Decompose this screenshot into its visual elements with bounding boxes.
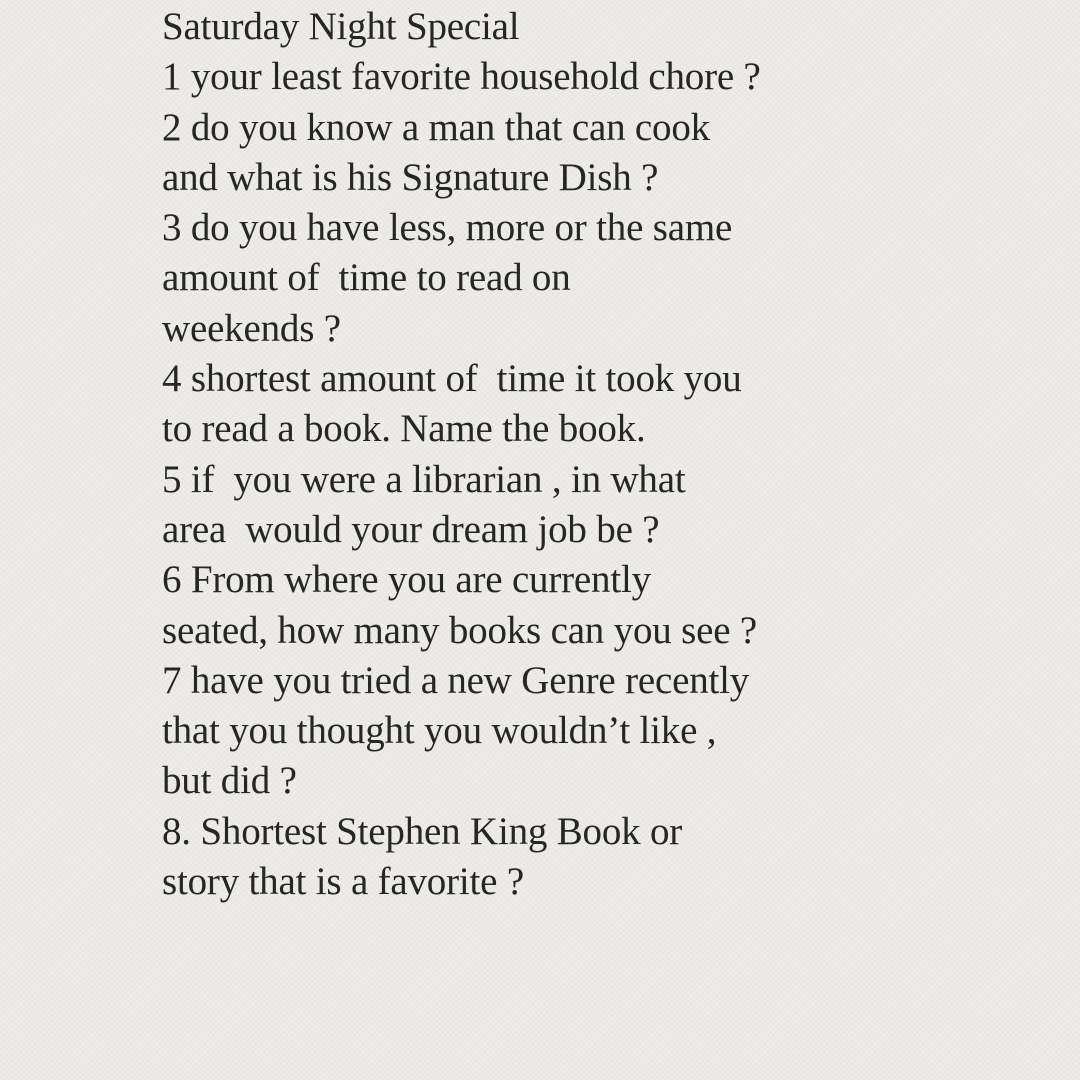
- question-8-line-1: 8. Shortest Stephen King Book or: [162, 809, 683, 853]
- question-3-line-1: 3 do you have less, more or the same: [162, 206, 733, 250]
- note-body: [162, 2, 1062, 907]
- question-3-line-2: amount of time to read on: [162, 256, 571, 300]
- question-5-line-2: area would your dream job be ?: [162, 507, 660, 551]
- question-4-line-2: to read a book. Name the book.: [162, 407, 646, 451]
- question-7-line-3: but did ?: [162, 759, 297, 803]
- question-1-line-1: 1 your least favorite household chore ?: [162, 55, 761, 99]
- question-5-line-1: 5 if you were a librarian , in what: [162, 457, 686, 501]
- question-4-line-1: 4 shortest amount of time it took you: [162, 357, 742, 401]
- question-8-line-2: story that is a favorite ?: [162, 860, 524, 904]
- question-2-line-1: 2 do you know a man that can cook: [162, 105, 710, 149]
- question-7-line-2: that you thought you wouldn’t like ,: [162, 709, 717, 753]
- note-title: Saturday Night Special: [162, 5, 520, 48]
- question-3-line-3: weekends ?: [162, 306, 341, 350]
- question-2-line-2: and what is his Signature Dish ?: [162, 155, 659, 199]
- question-6-line-1: 6 From where you are currently: [162, 558, 651, 602]
- question-6-line-2: seated, how many books can you see ?: [162, 608, 757, 652]
- question-7-line-1: 7 have you tried a new Genre recently: [162, 658, 750, 702]
